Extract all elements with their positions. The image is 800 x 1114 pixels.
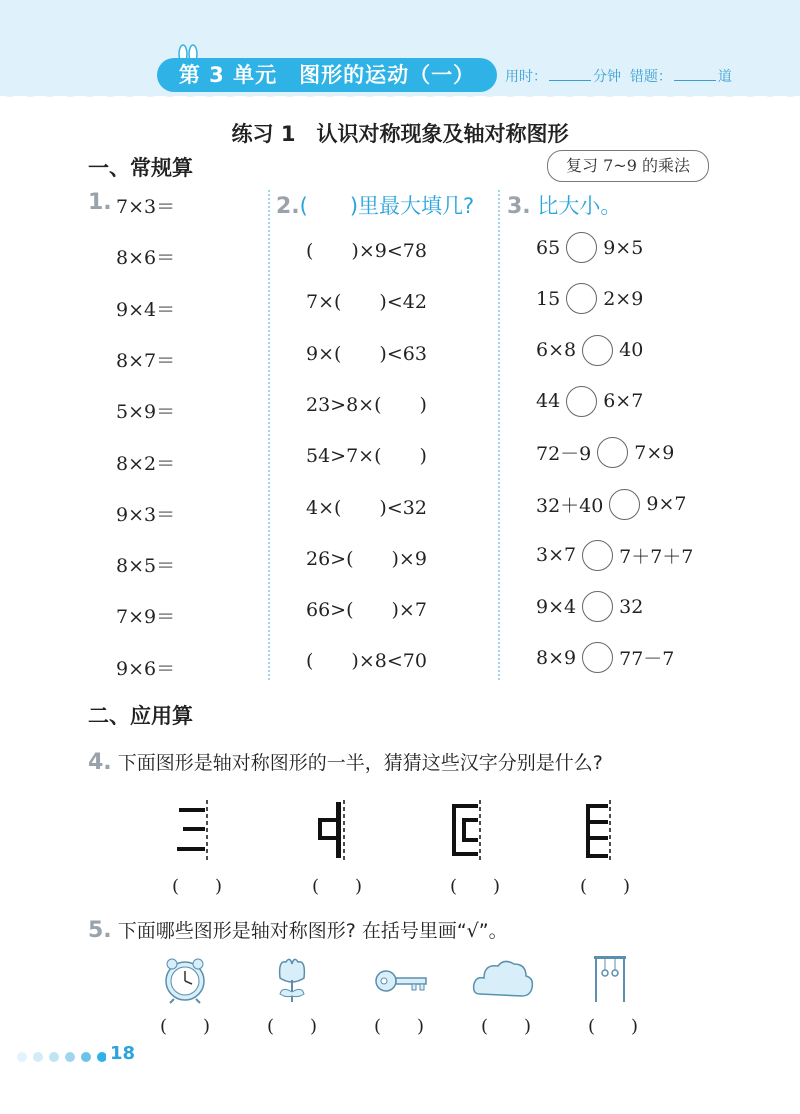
compare-left: 32＋40 <box>536 494 604 517</box>
section-2-title: 二、应用算 <box>88 704 193 728</box>
q3-item[interactable] <box>536 386 643 417</box>
unit-title: 第 3 单元 图形的运动（一） <box>157 58 497 92</box>
q2-item[interactable]: 66>( )×7 <box>306 599 427 622</box>
q2-item[interactable]: 9×( )<63 <box>306 342 427 365</box>
q4-number: 4. <box>88 750 112 775</box>
half-character-zhong <box>312 800 352 860</box>
minute-label: 分钟 <box>593 69 621 85</box>
gymnastic-rings-icon <box>590 954 630 1004</box>
compare-left: 6×8 <box>536 339 577 362</box>
q5-answer-4[interactable]: ( ) <box>481 1016 532 1037</box>
compare-right: 9×7 <box>646 493 687 515</box>
compare-right: 32 <box>619 595 644 618</box>
compare-left: 9×4 <box>536 595 577 618</box>
q5-number: 5. <box>88 918 112 943</box>
q2-item[interactable]: ( )×9<78 <box>306 240 427 262</box>
compare-circle-blank[interactable] <box>609 489 640 520</box>
compare-right: 9×5 <box>603 236 644 259</box>
compare-right: 7＋7＋7 <box>619 545 694 568</box>
compare-left: 44 <box>536 390 561 413</box>
compare-left: 72－9 <box>536 443 592 466</box>
q2-item[interactable]: 54>7×( ) <box>306 445 427 468</box>
q2-item[interactable]: 26>( )×9 <box>306 547 427 570</box>
q5-answer-5[interactable]: ( ) <box>588 1016 639 1037</box>
compare-right: 40 <box>619 339 644 362</box>
q1-item[interactable]: 7×3＝ <box>116 196 176 218</box>
compare-right: 2×9 <box>603 287 644 310</box>
q3-item[interactable] <box>536 437 674 468</box>
q2-item[interactable]: 4×( )<32 <box>306 496 427 519</box>
half-character-san <box>175 800 215 860</box>
half-character-mu <box>580 800 620 860</box>
dao-label: 道 <box>717 69 732 85</box>
q2-number: 2. <box>276 194 300 219</box>
q1-item[interactable]: 9×6＝ <box>116 657 176 680</box>
q5-answer-2[interactable]: ( ) <box>267 1016 318 1037</box>
q3-item[interactable] <box>536 540 693 571</box>
q1-item[interactable]: 9×4＝ <box>116 298 176 321</box>
compare-right: 7×9 <box>634 441 675 464</box>
compare-circle-blank[interactable] <box>566 232 597 263</box>
q1-item[interactable]: 8×5＝ <box>116 555 176 578</box>
compare-left: 65 <box>536 236 561 259</box>
compare-left: 8×9 <box>536 646 577 669</box>
compare-circle-blank[interactable] <box>566 283 597 314</box>
q5-text: 下面哪些图形是轴对称图形? 在括号里画“√”。 <box>117 920 508 942</box>
compare-circle-blank[interactable] <box>582 642 613 673</box>
q1-number: 1. <box>88 190 112 215</box>
column-divider-2 <box>498 190 500 680</box>
compare-circle-blank[interactable] <box>582 335 613 366</box>
q4-answer-1[interactable]: ( ) <box>172 876 223 897</box>
time-label: 用时： <box>505 69 547 85</box>
compare-circle-blank[interactable] <box>582 540 613 571</box>
q4-answer-3[interactable]: ( ) <box>450 876 501 897</box>
q2-header <box>276 190 474 220</box>
page-number: 18 <box>110 1043 136 1064</box>
section-1-title: 一、常规算 <box>88 156 193 180</box>
alarm-clock-icon <box>160 958 210 1004</box>
q5-answer-1[interactable]: ( ) <box>160 1016 211 1037</box>
q3-title: 比大小。 <box>537 194 622 218</box>
footer-dots-decoration <box>16 1050 106 1064</box>
compare-circle-blank[interactable] <box>582 591 613 622</box>
q1-item[interactable]: 5×9＝ <box>116 401 176 424</box>
q2-item[interactable]: 7×( )<42 <box>306 291 427 314</box>
q1-item[interactable]: 8×6＝ <box>116 247 176 270</box>
q3-item[interactable] <box>536 232 643 263</box>
time-blank[interactable] <box>549 80 591 81</box>
q3-header <box>507 190 621 220</box>
compare-left: 3×7 <box>536 544 577 567</box>
half-character-hui <box>448 800 488 860</box>
q2-title: ( )里最大填几? <box>299 194 475 218</box>
compare-left: 15 <box>536 287 561 310</box>
q3-item[interactable] <box>536 283 643 314</box>
column-divider-1 <box>268 190 270 680</box>
q4-answer-2[interactable]: ( ) <box>312 876 363 897</box>
q1-item[interactable]: 8×2＝ <box>116 452 176 475</box>
q3-number: 3. <box>507 194 531 219</box>
compare-circle-blank[interactable] <box>566 386 597 417</box>
q2-item[interactable]: 23>8×( ) <box>306 393 427 416</box>
errors-label: 错题： <box>629 69 672 85</box>
cloud-icon <box>472 956 534 1002</box>
q4-text-line <box>88 748 603 775</box>
q1-item[interactable]: 9×3＝ <box>116 503 176 526</box>
q1-header <box>88 190 112 215</box>
q3-item[interactable] <box>536 642 674 673</box>
q4-answer-4[interactable]: ( ) <box>580 876 631 897</box>
q3-item[interactable] <box>536 591 643 622</box>
compare-right: 77－7 <box>619 648 675 671</box>
q2-item[interactable]: ( )×8<70 <box>306 650 427 673</box>
compare-circle-blank[interactable] <box>597 437 628 468</box>
q3-item[interactable] <box>536 335 643 366</box>
compare-right: 6×7 <box>603 390 644 413</box>
errors-blank[interactable] <box>674 80 716 81</box>
q1-item[interactable]: 7×9＝ <box>116 606 176 629</box>
q1-item[interactable]: 8×7＝ <box>116 349 176 372</box>
q4-text: 下面图形是轴对称图形的一半，猜猜这些汉字分别是什么? <box>117 752 603 774</box>
time-record <box>505 66 732 86</box>
q5-answer-3[interactable]: ( ) <box>374 1016 425 1037</box>
q3-item[interactable] <box>536 489 686 520</box>
q5-text-line <box>88 916 508 943</box>
review-tag: 复习 7~9 的乘法 <box>547 150 709 182</box>
lesson-title: 练习 1 认识对称现象及轴对称图形 <box>231 122 569 146</box>
tulip-icon <box>272 956 312 1004</box>
key-icon <box>374 966 430 996</box>
